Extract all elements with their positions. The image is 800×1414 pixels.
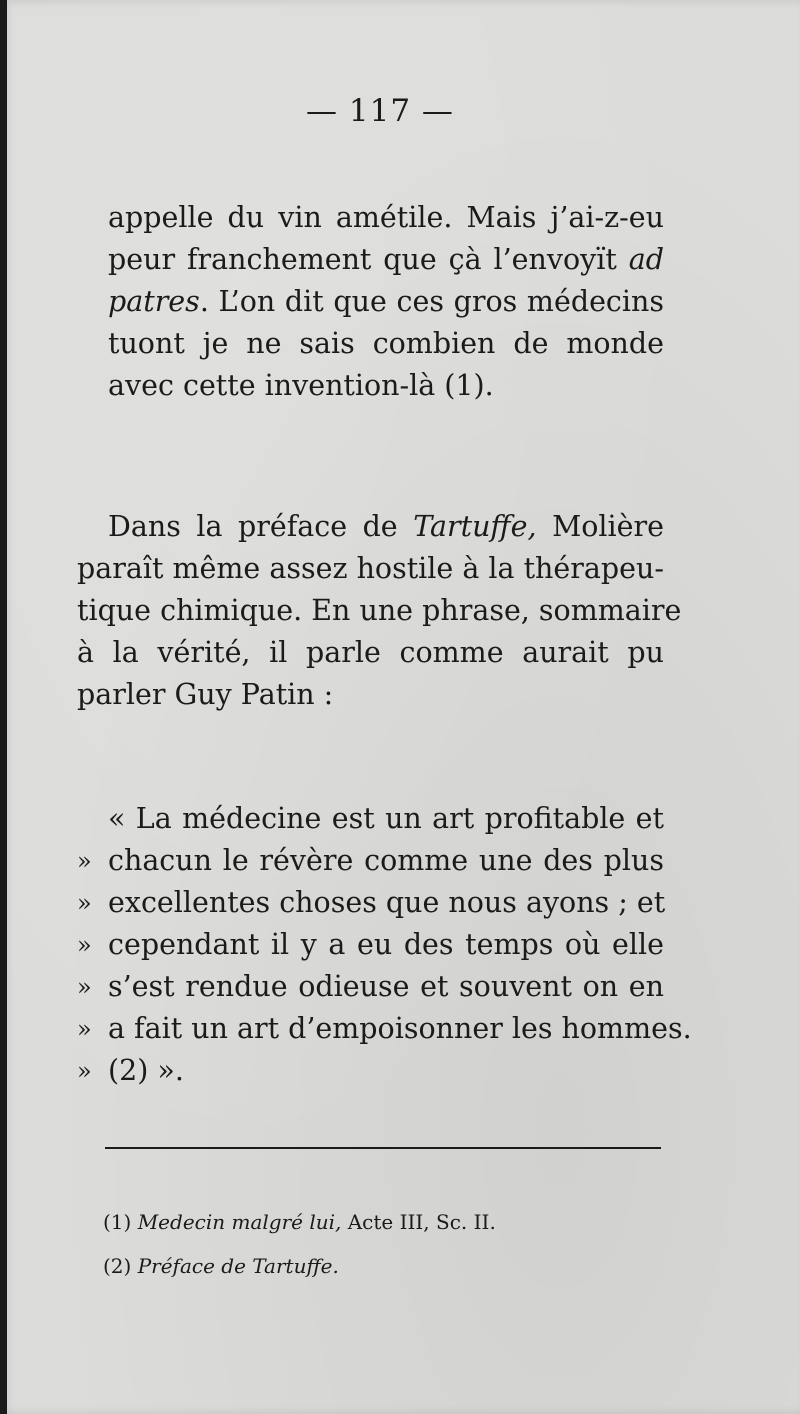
- p1-line-4: tuont je ne sais combien de monde: [108, 327, 664, 360]
- p2-line-5: parler Guy Patin :: [77, 678, 334, 711]
- p1-line-2: peur franchement que çà l’envoyït ad: [108, 243, 664, 276]
- footnote-1-number: (1): [103, 1210, 132, 1234]
- p2-line-1-post: Molière: [552, 510, 664, 543]
- p1-line-3: patres. L’on dit que ces gros médecins: [108, 285, 664, 318]
- page-left-edge: [0, 0, 7, 1414]
- p1-line-5: avec cette invention-là (1).: [108, 369, 494, 402]
- quote-mark: »: [77, 1057, 92, 1085]
- footnote-2-number: (2): [103, 1254, 132, 1278]
- paragraph-2: [77, 548, 682, 716]
- p1-line-1: appelle du vin amétile. Mais j’ai-z-eu: [108, 201, 664, 234]
- italic-patres: patres: [108, 285, 200, 318]
- footnotes: [103, 1200, 663, 1288]
- quotation: [77, 798, 692, 1092]
- quote-mark: »: [77, 889, 92, 917]
- p2-line-4: à la vérité, il parle comme aurait pu: [77, 636, 664, 669]
- quote-mark: »: [77, 973, 92, 1001]
- quote-line-4: » cependant il y a eu des temps où elle: [77, 924, 664, 966]
- paragraph-1: [108, 197, 664, 407]
- p2-line-1-pre: Dans la préface de: [108, 510, 398, 543]
- quote-line-7: » (2) ».: [77, 1050, 664, 1092]
- p2-line-3: tique chimique. En une phrase, sommaire: [77, 594, 682, 627]
- quote-line-2: » chacun le révère comme une des plus: [77, 840, 664, 882]
- footnote-1: [103, 1200, 663, 1244]
- paragraph-2-first-line: [108, 506, 664, 548]
- quote-mark: »: [77, 847, 92, 875]
- footnote-1-rest: Acte III, Sc. II.: [347, 1210, 496, 1234]
- page-number: — 117 —: [306, 93, 454, 129]
- quote-mark: »: [77, 1015, 92, 1043]
- quote-line-5: » s’est rendue odieuse et souvent on en: [77, 966, 664, 1008]
- footnote-1-italic: Medecin malgré lui,: [137, 1210, 342, 1234]
- quote-line-3: » excellentes choses que nous ayons ; et: [77, 882, 664, 924]
- quote-line-1: « La médecine est un art profitable et: [108, 802, 664, 835]
- quote-line-6: » a fait un art d’empoisonner les hommes.: [77, 1008, 664, 1050]
- italic-tartuffe: Tartuffe,: [413, 510, 537, 543]
- italic-ad: ad: [628, 243, 664, 276]
- p2-line-2: paraît même assez hostile à la thérapeu-: [77, 552, 664, 585]
- footnote-2-italic: Préface de Tartuffe.: [137, 1254, 339, 1278]
- footnote-rule: [105, 1147, 661, 1149]
- footnote-2: [103, 1244, 663, 1288]
- quote-mark: »: [77, 931, 92, 959]
